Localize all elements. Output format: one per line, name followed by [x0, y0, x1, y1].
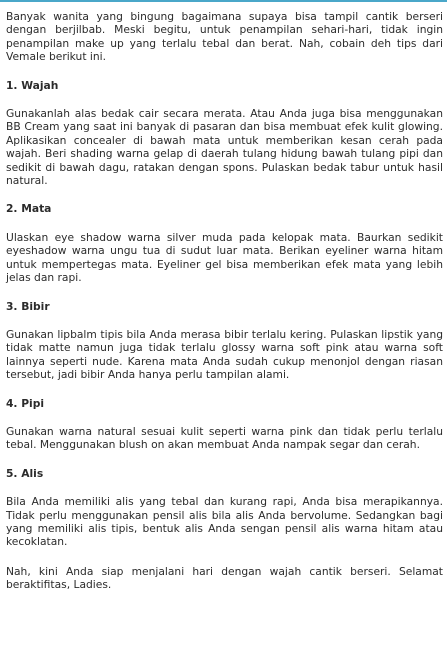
section-heading: 5. Alis [6, 466, 44, 480]
intro-paragraph: Banyak wanita yang bingung bagaimana supaya bisa tampil cantik berseri dengan berjilbab. Meski begitu, untuk penampilan sehari-hari, tidak ingin penampilan make up yang terlalu tebal dan berat. Nah, cobain deh tips dari Vemale berikut ini. [6, 10, 443, 64]
section-heading: 2. Mata [6, 202, 52, 216]
article-content [6, 10, 443, 592]
top-accent-bar [0, 0, 447, 2]
section-bibir [6, 300, 443, 382]
section-wajah [6, 79, 443, 188]
section-body: Ulaskan eye shadow warna silver muda pada kelopak mata. Baurkan sedikit eyeshadow warna ungu tua di sudut luar mata. Berikan eyeliner warna hitam untuk mempertegas mata. Eyeliner gel bisa memberikan efek mata yang lebih jelas dan rapi. [6, 230, 443, 285]
section-body: Bila Anda memiliki alis yang tebal dan kurang rapi, Anda bisa merapikannya. Tidak perlu menggunakan pensil alis bila alis Anda bervolume. Sedangkan bagi yang memiliki alis tipis, bentuk alis Anda sengan pensil alis warna hitam atau kecoklatan. [6, 495, 443, 549]
section-heading: 1. Wajah [6, 78, 59, 92]
section-heading: 4. Pipi [6, 396, 45, 410]
section-body: Gunakan lipbalm tipis bila Anda merasa bibir terlalu kering. Pulaskan lipstik yang tidak matte namun juga tidak terlalu glossy warna soft pink atau warna soft lainnya seperti nude. Karena mata Anda sudah cukup menonjol dengan riasan tersebut, jadi bibir Anda hanya perlu tampilan alami. [6, 327, 443, 382]
section-pipi [6, 397, 443, 452]
section-heading: 3. Bibir [6, 299, 50, 313]
section-body: Gunakanlah alas bedak cair secara merata. Atau Anda juga bisa menggunakan BB Cream yang saat ini banyak di pasaran dan bisa membuat efek kulit glowing. Aplikasikan concealer di bawah mata untuk memberikan kesan cerah pada wajah. Beri shading warna gelap di daerah tulang hidung bawah tulang pipi dan sedikit di bawah dagu, ratakan dengan spons. Pulaskan bedak tabur untuk hasil natural. [6, 107, 443, 188]
closing-paragraph: Nah, kini Anda siap menjalani hari dengan wajah cantik berseri. Selamat beraktifitas, Ladies. [6, 564, 443, 592]
section-mata [6, 202, 443, 284]
section-alis [6, 467, 443, 549]
section-body: Gunakan warna natural sesuai kulit seperti warna pink dan tidak perlu terlalu tebal. Menggunakan blush on akan membuat Anda nampak segar dan cerah. [6, 424, 443, 452]
